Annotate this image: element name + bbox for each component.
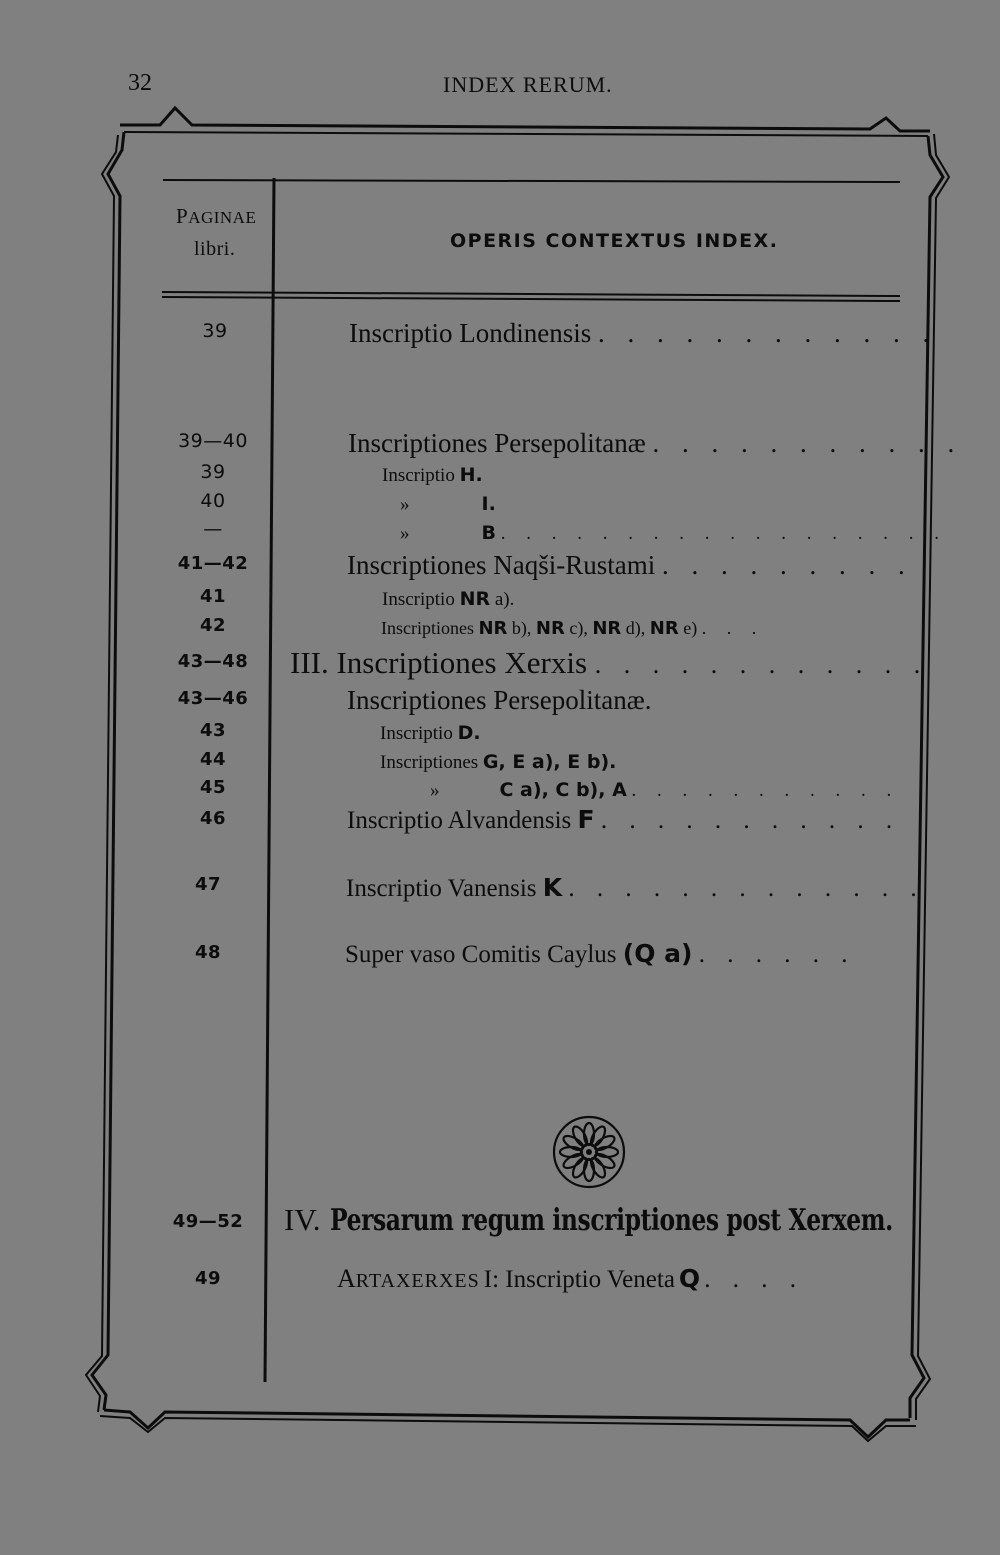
page-ref: 41 (199, 586, 227, 607)
page-ref: — (203, 518, 223, 540)
entry-sub: » C a), C b), A . . . . . . . . . . . (430, 779, 900, 801)
page-number: 32 (128, 70, 152, 96)
pages-column-header: PAGINAE (176, 204, 257, 228)
entry-title: Inscriptiones Persepolitanæ . . . . . . . . . . . (348, 428, 963, 458)
entry-title: Inscriptio Vanensis K . . . . . . . . . . . . . (346, 873, 925, 902)
pages-column-subheader: libri. (194, 238, 236, 260)
page-ref: 43—46 (177, 688, 249, 709)
page-ref: 40 (200, 490, 226, 512)
page-ref: 43—48 (177, 651, 249, 672)
rosette-ornament-icon (550, 1113, 628, 1191)
page-ref: 44 (199, 749, 227, 770)
entry-sub: Inscriptiones G, E a), E b). (380, 751, 617, 773)
entry-title: Inscriptiones Naqši-Rustami . . . . . . . . . (347, 550, 913, 580)
entry-title: Inscriptio Londinensis . . . . . . . . . . . . (349, 318, 938, 348)
entry-sub: » I. (400, 493, 496, 515)
entry-sub: Inscriptio H. (382, 464, 483, 486)
page-ref: 39—40 (178, 430, 248, 452)
entry-title: Inscriptio Alvandensis F . . . . . . . . . . . (347, 805, 901, 834)
entry-title: ARTAXERXES I: Inscriptio Veneta Q . . . . (337, 1264, 804, 1293)
entry-sub: » B . . . . . . . . . . . . . . . . . . (400, 522, 947, 544)
page-ref: 47 (194, 874, 222, 895)
entry-sub: Inscriptio NR a). (382, 588, 515, 610)
page-ref: 45 (199, 777, 227, 798)
page-ref: 48 (194, 942, 222, 963)
page-ref: 41—42 (177, 553, 249, 574)
section-heading-title: Persarum regum inscriptiones post Xerxem. (330, 1203, 893, 1238)
page-ref: 43 (199, 720, 227, 741)
page-ref: 39 (200, 461, 226, 483)
entry-sub: Inscriptiones NR b), NR c), NR d), NR e) . . . (381, 618, 765, 639)
page-ref: 39 (202, 320, 228, 342)
entry-title: Inscriptiones Persepolitanæ. (347, 685, 652, 715)
page-ref: 49 (194, 1268, 222, 1289)
entry-title: Super vaso Comitis Caylus (Q a) . . . . . . (345, 939, 856, 968)
running-head: INDEX RERUM. (443, 72, 613, 97)
page-ref: 49—52 (172, 1211, 244, 1232)
entry-sub: Inscriptio D. (380, 722, 481, 744)
table-title: OPERIS CONTEXTUS INDEX. (450, 230, 779, 252)
section-heading: III. Inscriptiones Xerxis . . . . . . . . . . . . (290, 645, 929, 680)
page-ref: 42 (199, 615, 227, 636)
page-ref: 46 (199, 808, 227, 829)
section-heading: IV. (284, 1202, 321, 1237)
